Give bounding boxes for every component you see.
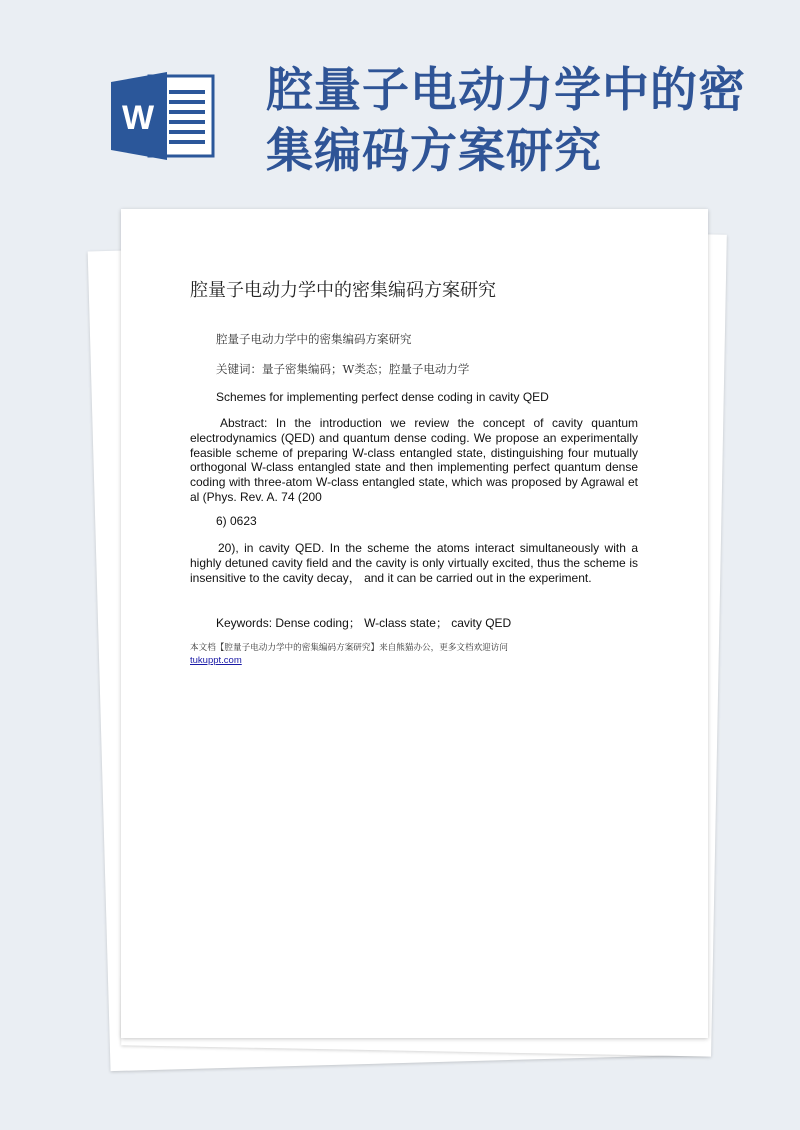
banner-title: 腔量子电动力学中的密集编码方案研究 [266,63,746,179]
keywords-english: Keywords: Dense coding； W-class state； cavity QED [216,616,512,630]
keywords-chinese: 关键词：量子密集编码；W类态；腔量子电动力学 [216,362,470,376]
abstract-fragment: 6) 0623 [216,514,257,528]
abstract-continuation: 20), in cavity QED. In the scheme the atoms interact simultaneously with a highly detuned cavity field and the cavity is only virtually excited, thus the scheme is insensitive to the cavity decay， and it can be carried out in the experiment. [190,541,638,585]
svg-text:W: W [121,99,155,137]
english-title: Schemes for implementing perfect dense coding in cavity QED [216,390,549,404]
document-title: 腔量子电动力学中的密集编码方案研究 [190,280,496,301]
word-document-icon [111,72,215,160]
footer-note: 本文档【腔量子电动力学中的密集编码方案研究】来自熊猫办公，更多文档欢迎访问 [190,643,508,653]
document-subtitle: 腔量子电动力学中的密集编码方案研究 [216,332,412,346]
abstract-paragraph: Abstract: In the introduction we review the concept of cavity quantum electrodynamics (QED) and quantum dense coding. We propose an experimentally feasible scheme of preparing W-class entangled state, distinguishing four mutually orthogonal W-class entangled state and then implementing perfect quantum dense coding with three-atom W-class entangled state, which was proposed by Agrawal et al (Phys. Rev. A. 74 (200 [190,416,638,504]
document-page [121,209,708,1038]
footer-link[interactable]: tukuppt.com [190,655,242,666]
